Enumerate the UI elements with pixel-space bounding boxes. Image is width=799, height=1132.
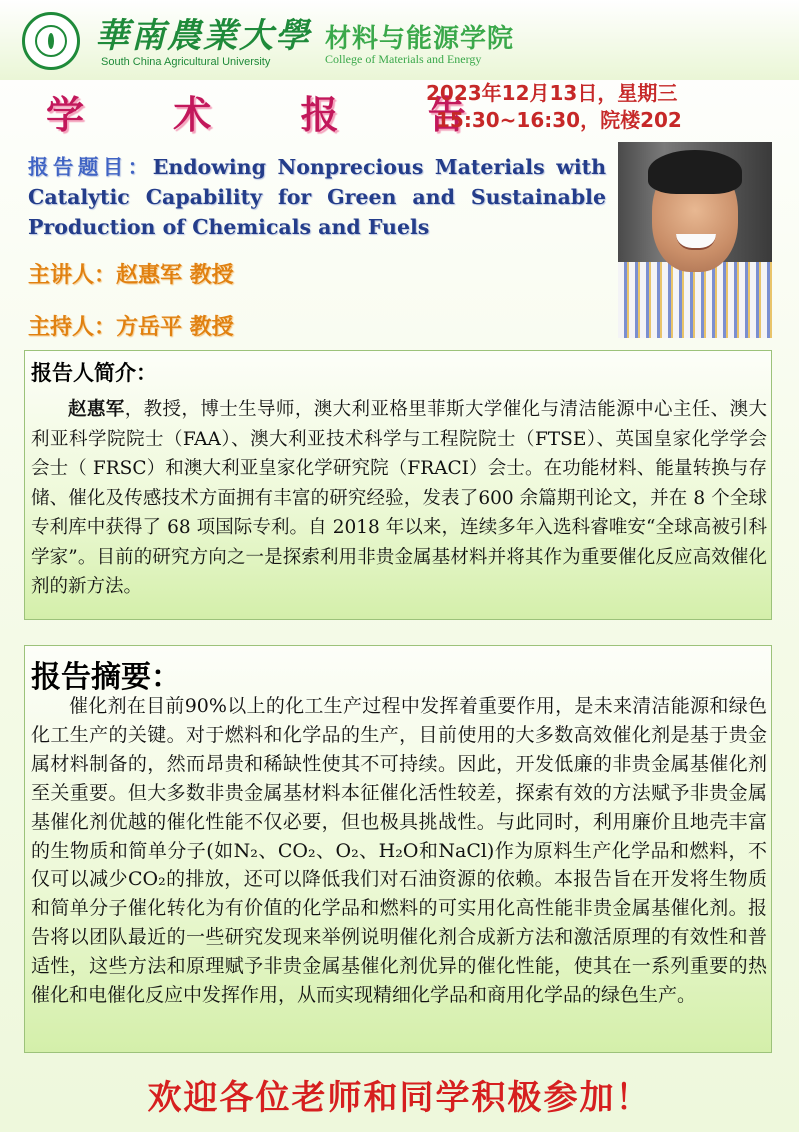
bio-heading: 报告人简介： xyxy=(31,361,157,385)
abstract-section xyxy=(24,645,772,1053)
bio-name: 赵惠军 xyxy=(68,399,125,420)
abstract-heading: 报告摘要： xyxy=(31,660,181,695)
college-name-en: College of Materials and Energy xyxy=(325,52,482,66)
university-emblem-icon xyxy=(22,12,80,70)
college-name-cn: 材料与能源学院 xyxy=(325,24,515,54)
university-name-cn: 華南農業大學 xyxy=(95,16,311,56)
report-topic xyxy=(28,152,606,242)
topic-text: Endowing Nonprecious Materials with Catalytic Capability for Green and Sustainable Production of Chemicals and Fuels xyxy=(28,155,606,239)
host-line: 主持人：方岳平 教授 xyxy=(28,315,234,340)
abstract-body: 催化剂在目前90%以上的化工生产过程中发挥着重要作用，是未来清洁能源和绿色化工生产的关键。对于燃料和化学品的生产，目前使用的大多数高效催化剂是基于贵金属材料制备的，然而昂贵和稀缺性使其不可持续。因此，开发低廉的非贵金属基催化剂至关重要。但大多数非贵金属基材料本征催化活性较差，探索有效的方法赋予非贵金属基催化剂优越的催化性能不仅必要，但也极具挑战性。与此同时，利用廉价且地壳丰富的生物质和简单分子(如N₂、CO₂、O₂、H₂O和NaCl)作为原料生产化学品和燃料，不仅可以减少CO₂的排放，还可以降低我们对石油资源的依赖。本报告旨在开发将生物质和简单分子催化转化为有价值的化学品和燃料的可实用化高性能非贵金属基催化剂。报告将以团队最近的一些研究发现来举例说明催化剂合成新方法和激活原理的有效性和普适性，这些方法和原理赋予非贵金属基催化剂优异的催化性能，使其在一系列重要的热催化和电催化反应中发挥作用，从而实现精细化学品和商用化学品的绿色生产。 xyxy=(31,695,767,1007)
speaker-line: 主讲人：赵惠军 教授 xyxy=(28,263,234,288)
header-banner xyxy=(0,0,799,80)
bio-text: ，教授，博士生导师，澳大利亚格里菲斯大学催化与清洁能源中心主任、澳大利亚科学院院士（FAA）、澳大利亚技术科学与工程院院士（FTSE）、英国皇家化学学会会士（ FRSC）和澳大利亚皇家化学研究院（FRACI）会士。在功能材料、能量转换与存储、催化及传感技术方面拥有丰富的研究经验，发表了600 余篇期刊论文，并在 8 个全球专利库中获得了 68 项国际专利。自 2018 年以来，连续多年入选科睿唯安“全球高被引科学家”。目前的研究方向之一是探索利用非贵金属基材料并将其作为重要催化反应高效催化剂的新方法。 xyxy=(31,399,767,597)
topic-label: 报告题目： xyxy=(28,155,153,179)
speaker-portrait xyxy=(618,142,772,338)
emblem-leaf xyxy=(48,33,54,49)
event-date: 2023年12月13日，星期三 xyxy=(426,81,678,105)
portrait-shirt xyxy=(618,262,772,338)
bio-section xyxy=(24,350,772,620)
emblem-inner-ring xyxy=(35,25,67,57)
portrait-hair xyxy=(648,150,742,194)
bio-body xyxy=(31,395,767,602)
event-time-place: 15:30~16:30，院楼202 xyxy=(436,108,682,132)
welcome-footer: 欢迎各位老师和同学积极参加！ xyxy=(147,1078,652,1118)
report-title: 学 术 报 告 xyxy=(46,92,504,137)
university-name-en: South China Agricultural University xyxy=(101,56,271,68)
